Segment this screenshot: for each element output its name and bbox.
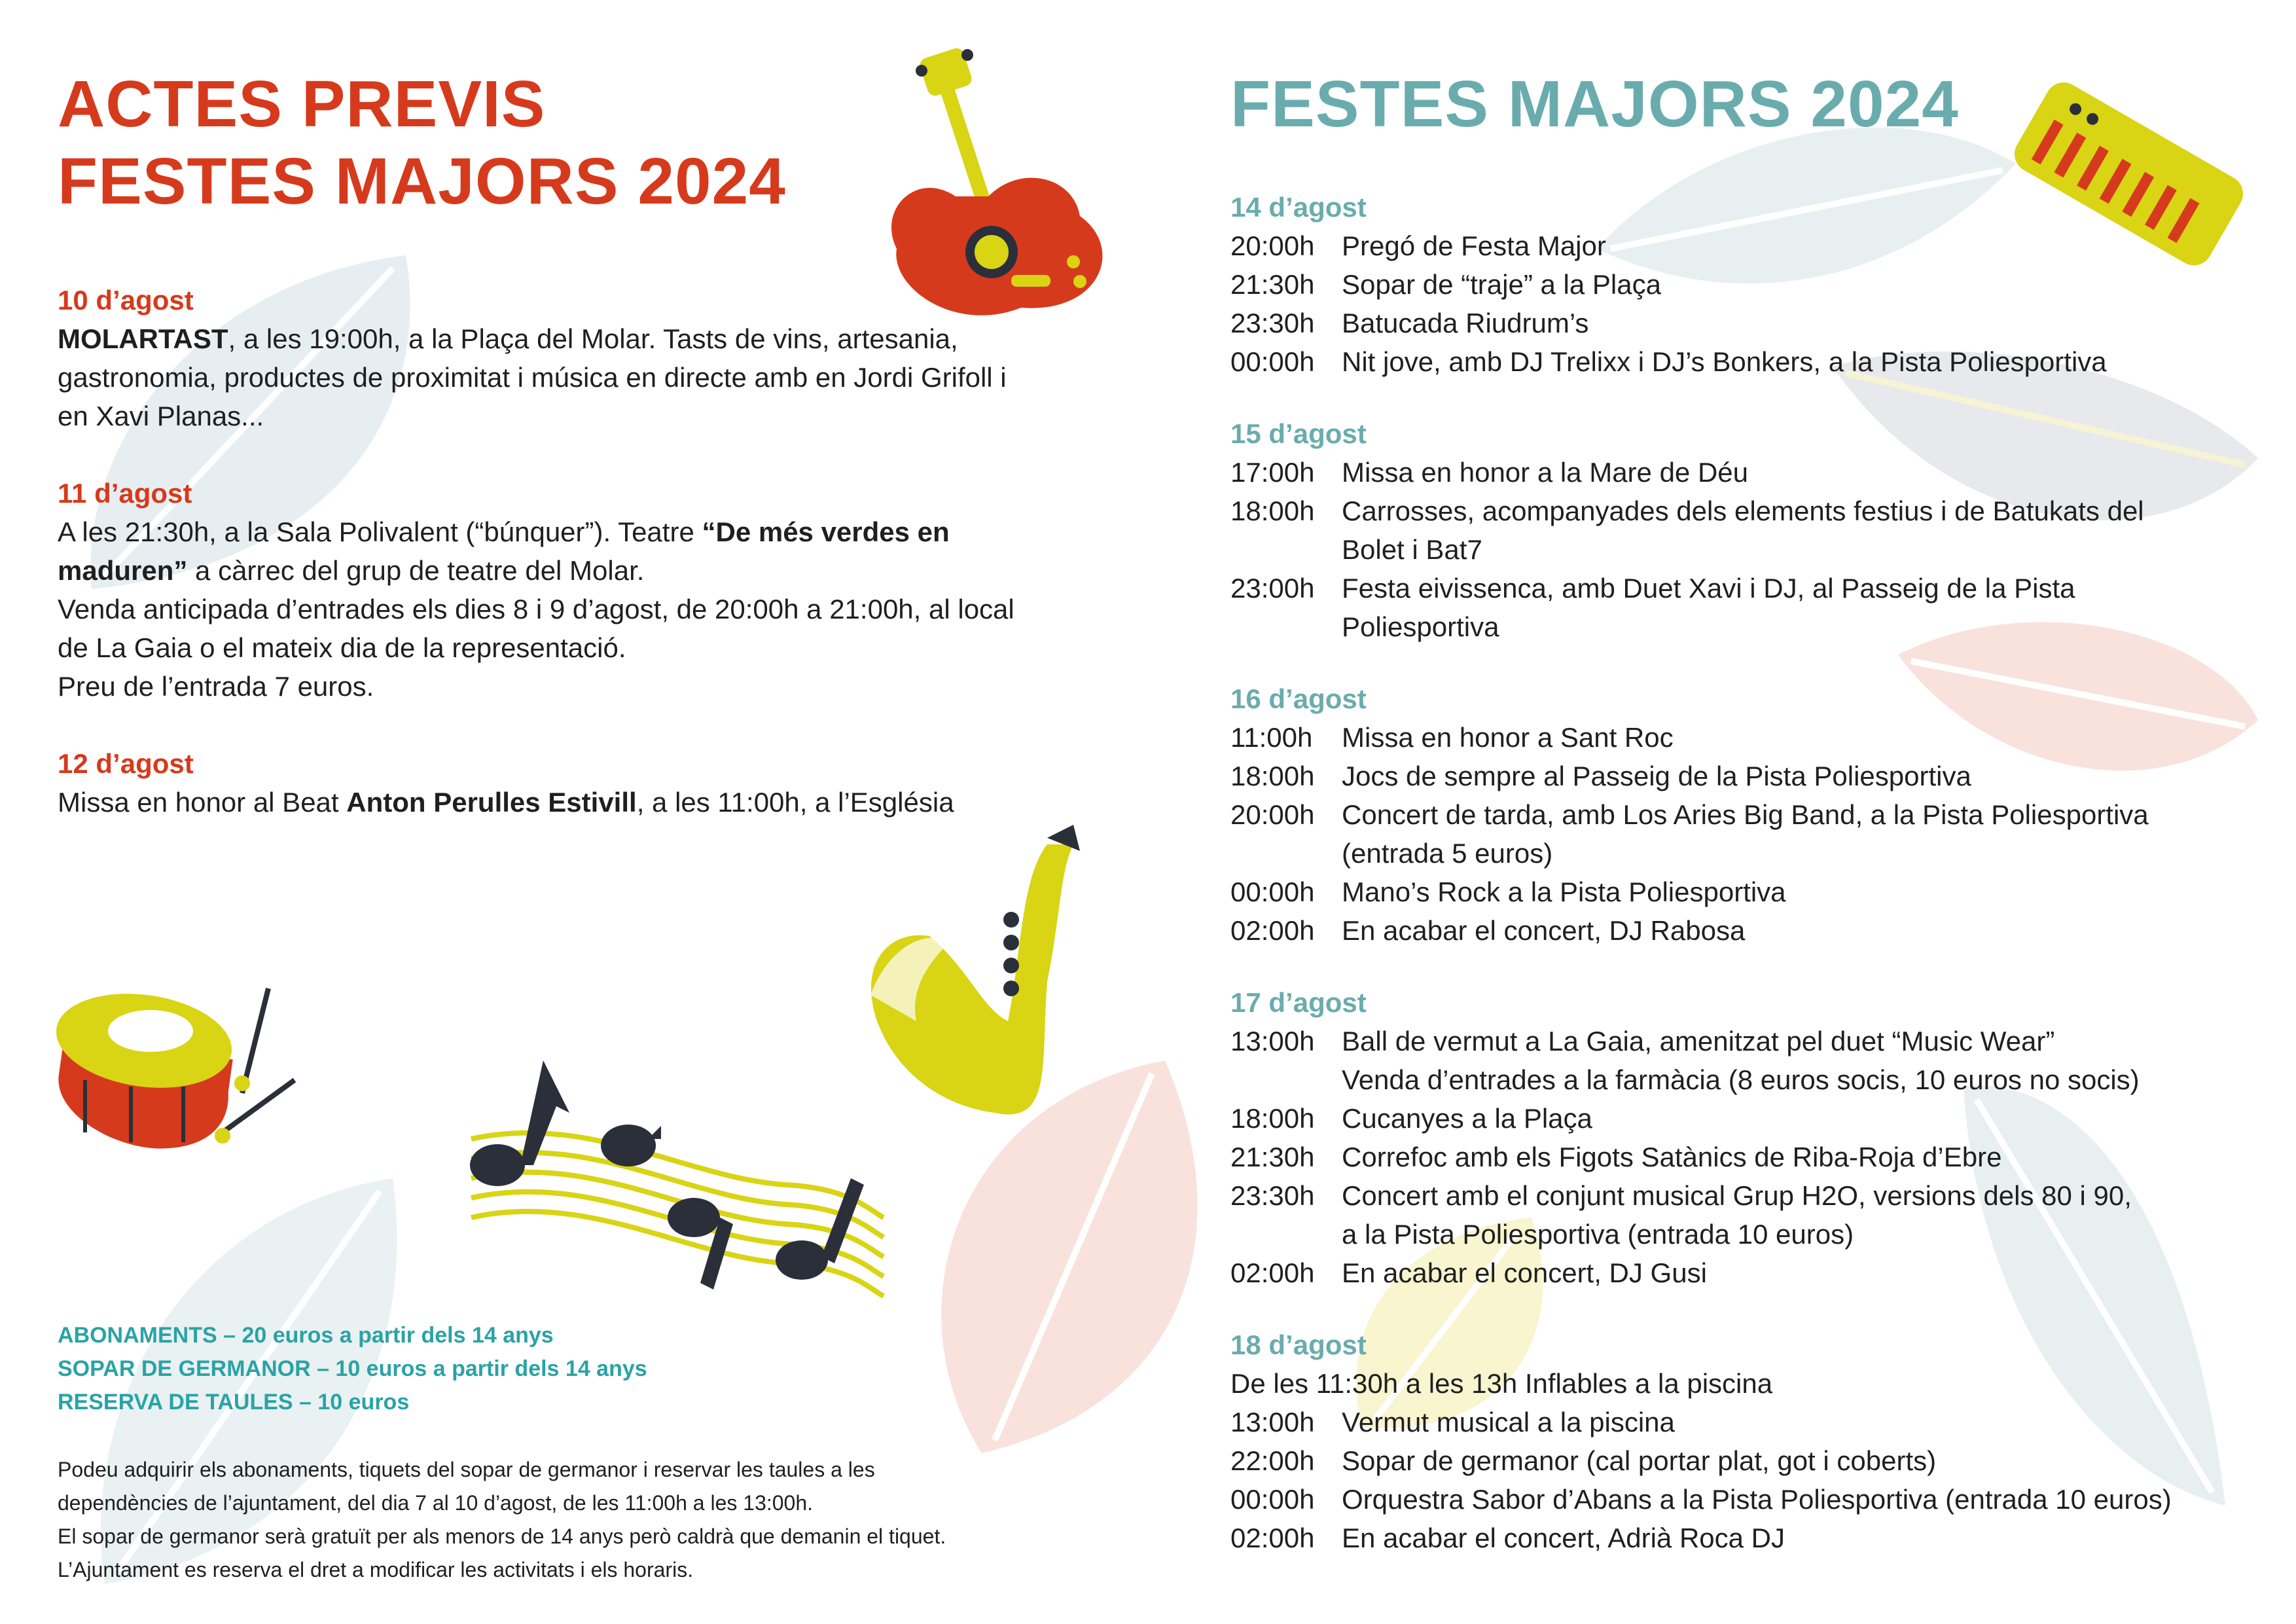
event-text-line xyxy=(58,783,1118,821)
schedule-time: 18:00h xyxy=(1230,496,1315,526)
schedule-row xyxy=(1230,911,2251,950)
schedule-description-line: Missa en honor a Sant Roc xyxy=(1342,722,1674,753)
day-date: 15 d’agost xyxy=(1230,418,1367,449)
schedule-row xyxy=(1230,1480,2251,1519)
schedule-description xyxy=(1342,1403,2251,1441)
event-highlight: maduren” xyxy=(58,555,188,586)
schedule-time: 13:00h xyxy=(1230,1407,1315,1437)
drum-icon xyxy=(50,983,295,1158)
schedule-description-line: Batucada Riudrum’s xyxy=(1342,308,1589,338)
fine-print-line: dependències de l’ajuntament, del dia 7 al 10 d’agost, de les 11:00h a les 13:00h. xyxy=(58,1491,814,1515)
schedule-description-line: Sopar de “traje” a la Plaça xyxy=(1342,269,1661,300)
event-text-line xyxy=(58,358,1118,397)
schedule-time: 00:00h xyxy=(1230,876,1315,907)
schedule-description-line: Sopar de germanor (cal portar plat, got i coberts) xyxy=(1342,1445,1937,1476)
schedule-description-line: Concert de tarda, amb Los Aries Big Band, a la Pista Poliesportiva xyxy=(1342,799,2149,830)
schedule-description xyxy=(1342,1176,2251,1254)
schedule-description-line: Correfoc amb els Figots Satànics de Riba-Roja d’Ebre xyxy=(1342,1142,2002,1172)
saxophone-icon xyxy=(870,825,1080,1115)
event-text-line xyxy=(58,590,1118,628)
day-section xyxy=(1230,680,2251,950)
event-text: en Xavi Planas... xyxy=(58,401,264,431)
fine-print-line: Podeu adquirir els abonaments, tiquets del sopar de germanor i reservar les taules a les xyxy=(58,1458,875,1481)
schedule-description-line: En acabar el concert, Adrià Roca DJ xyxy=(1342,1523,1785,1553)
schedule-description xyxy=(1342,1441,2251,1480)
event-highlight: MOLARTAST xyxy=(58,323,228,354)
schedule-description-line: Bolet i Bat7 xyxy=(1342,534,1482,565)
schedule-description-line: (entrada 5 euros) xyxy=(1342,838,1553,869)
right-panel xyxy=(1230,65,2251,1557)
event-text: Venda anticipada d’entrades els dies 8 i 9 d’agost, de 20:00h a 21:00h, al local xyxy=(58,594,1014,624)
day-date: 14 d’agost xyxy=(1230,192,1367,223)
day-section xyxy=(1230,189,2251,381)
schedule-description-line: En acabar el concert, DJ Rabosa xyxy=(1342,915,1746,946)
fine-print-line: L’Ajuntament es reserva el dret a modificar les activitats i els horaris. xyxy=(58,1558,694,1581)
day-date: 17 d’agost xyxy=(1230,987,1367,1018)
event-text: de La Gaia o el mateix dia de la representació. xyxy=(58,632,626,663)
schedule-time: 02:00h xyxy=(1230,1523,1315,1553)
schedule-time: 11:00h xyxy=(1230,722,1313,753)
event-text: Missa en honor al Beat xyxy=(58,787,347,818)
schedule-description xyxy=(1342,492,2251,569)
schedule-description-line: Concert amb el conjunt musical Grup H2O, versions dels 80 i 90, xyxy=(1342,1180,2132,1211)
event-text-line xyxy=(58,628,1118,667)
schedule-description-line: Ball de vermut a La Gaia, amenitzat pel duet “Music Wear” xyxy=(1342,1026,2055,1056)
schedule-description-line: Carrosses, acompanyades dels elements festius i de Batukats del xyxy=(1342,496,2144,526)
day-intro: De les 11:30h a les 13h Inflables a la piscina xyxy=(1230,1368,1773,1399)
event-highlight: Anton Perulles Estivill xyxy=(346,787,637,818)
leaf-icon xyxy=(941,1060,1197,1453)
schedule-row xyxy=(1230,1254,2251,1292)
schedule-description xyxy=(1342,1480,2251,1519)
schedule-description-line: Venda d’entrades a la farmàcia (8 euros socis, 10 euros no socis) xyxy=(1342,1064,2140,1095)
schedule-time: 13:00h xyxy=(1230,1026,1315,1056)
event-date: 12 d’agost xyxy=(58,748,194,779)
schedule-time: 18:00h xyxy=(1230,761,1315,791)
schedule-description-line: Missa en honor a la Mare de Déu xyxy=(1342,457,1748,488)
schedule-description xyxy=(1342,911,2251,950)
event-text: gastronomia, productes de proximitat i música en directe amb en Jordi Grifoll i xyxy=(58,362,1007,393)
schedule-description xyxy=(1342,873,2251,911)
schedule-time: 23:00h xyxy=(1230,573,1315,604)
schedule-description-line: Poliesportiva xyxy=(1342,611,1499,642)
schedule-time: 02:00h xyxy=(1230,915,1315,946)
fine-print-line: El sopar de germanor serà gratuït per als menors de 14 anys però caldrà que demanin el tiquet. xyxy=(58,1525,946,1548)
schedule-row xyxy=(1230,795,2251,873)
schedule-time: 21:30h xyxy=(1230,269,1315,300)
schedule-row xyxy=(1230,873,2251,911)
schedule-description xyxy=(1342,1022,2251,1099)
event-text: a càrrec del grup de teatre del Molar. xyxy=(187,555,645,586)
schedule-description-line: Nit jove, amb DJ Trelixx i DJ’s Bonkers, a la Pista Poliesportiva xyxy=(1342,346,2107,377)
event-section xyxy=(58,281,1118,435)
event-highlight: “De més verdes en xyxy=(702,516,950,547)
left-panel xyxy=(58,65,1118,821)
event-text-line xyxy=(58,513,1118,551)
note-sopar: SOPAR DE GERMANOR – 10 euros a partir dels 14 anys xyxy=(58,1356,647,1381)
schedule-description-line: Mano’s Rock a la Pista Poliesportiva xyxy=(1342,876,1786,907)
day-section xyxy=(1230,1326,2251,1557)
event-text: , a les 19:00h, a la Plaça del Molar. Tasts de vins, artesania, xyxy=(228,323,958,354)
schedule-description xyxy=(1342,795,2251,873)
schedule-description-line: Festa eivissenca, amb Duet Xavi i DJ, al Passeig de la Pista xyxy=(1342,573,2075,604)
schedule-row xyxy=(1230,1519,2251,1557)
left-title xyxy=(58,65,1118,220)
schedule-row xyxy=(1230,1441,2251,1480)
schedule-row xyxy=(1230,342,2251,381)
schedule-row xyxy=(1230,718,2251,757)
day-section xyxy=(1230,415,2251,646)
schedule-time: 02:00h xyxy=(1230,1257,1315,1288)
note-reserva: RESERVA DE TAULES – 10 euros xyxy=(58,1390,410,1415)
schedule-description xyxy=(1342,1519,2251,1557)
event-section xyxy=(58,745,1118,821)
schedule-row xyxy=(1230,492,2251,569)
schedule-time: 21:30h xyxy=(1230,1142,1315,1172)
schedule-description-line: a la Pista Poliesportiva (entrada 10 euros) xyxy=(1342,1219,1854,1250)
schedule-description xyxy=(1342,569,2251,646)
schedule-row xyxy=(1230,1022,2251,1099)
event-date: 11 d’agost xyxy=(58,478,192,509)
schedule-time: 18:00h xyxy=(1230,1103,1315,1134)
event-text-line xyxy=(58,551,1118,590)
price-notes xyxy=(58,1319,647,1419)
note-abonaments: ABONAMENTS – 20 euros a partir dels 14 anys xyxy=(58,1323,554,1348)
schedule-description-line: Cucanyes a la Plaça xyxy=(1342,1103,1592,1134)
event-date: 10 d’agost xyxy=(58,285,194,316)
day-date: 16 d’agost xyxy=(1230,683,1367,714)
schedule-row xyxy=(1230,1099,2251,1138)
schedule-time: 00:00h xyxy=(1230,1484,1315,1515)
schedule-row xyxy=(1230,226,2251,265)
schedule-row xyxy=(1230,1403,2251,1441)
schedule-description xyxy=(1342,1138,2251,1176)
schedule-row xyxy=(1230,453,2251,492)
schedule-description xyxy=(1342,757,2251,795)
schedule-description-line: Vermut musical a la piscina xyxy=(1342,1407,1675,1437)
schedule-description xyxy=(1342,1099,2251,1138)
left-title-line1: ACTES PREVIS xyxy=(58,67,546,141)
event-text: Preu de l’entrada 7 euros. xyxy=(58,671,374,702)
schedule-description xyxy=(1342,718,2251,757)
schedule-time: 17:00h xyxy=(1230,457,1315,488)
left-title-line2: FESTES MAJORS 2024 xyxy=(58,145,786,218)
schedule-time: 23:30h xyxy=(1230,1180,1315,1211)
schedule-description xyxy=(1342,226,2251,265)
schedule-description-line: Jocs de sempre al Passeig de la Pista Poliesportiva xyxy=(1342,761,1971,791)
schedule-description xyxy=(1342,265,2251,304)
schedule-row xyxy=(1230,304,2251,342)
event-text-line xyxy=(58,667,1118,706)
event-text: , a les 11:00h, a l’Església xyxy=(636,787,954,818)
schedule-description xyxy=(1342,453,2251,492)
music-notes-icon xyxy=(470,1060,884,1296)
schedule-description xyxy=(1342,342,2251,381)
schedule-time: 23:30h xyxy=(1230,308,1315,338)
schedule-row xyxy=(1230,569,2251,646)
schedule-description-line: Pregó de Festa Major xyxy=(1342,230,1606,261)
right-title: FESTES MAJORS 2024 xyxy=(1230,67,1959,141)
program-days xyxy=(1230,189,2251,1557)
day-section xyxy=(1230,984,2251,1292)
schedule-time: 22:00h xyxy=(1230,1445,1315,1476)
left-sections xyxy=(58,281,1118,821)
schedule-row xyxy=(1230,757,2251,795)
schedule-row xyxy=(1230,1138,2251,1176)
event-text-line xyxy=(58,319,1118,358)
event-text: A les 21:30h, a la Sala Polivalent (“búnquer”). Teatre xyxy=(58,516,702,547)
schedule-time: 20:00h xyxy=(1230,230,1315,261)
schedule-row xyxy=(1230,265,2251,304)
schedule-row xyxy=(1230,1176,2251,1254)
schedule-time: 00:00h xyxy=(1230,346,1315,377)
event-text-line xyxy=(58,397,1118,435)
event-section xyxy=(58,475,1118,706)
day-date: 18 d’agost xyxy=(1230,1329,1367,1360)
schedule-description xyxy=(1342,304,2251,342)
schedule-description-line: En acabar el concert, DJ Gusi xyxy=(1342,1257,1707,1288)
schedule-description-line: Orquestra Sabor d’Abans a la Pista Poliesportiva (entrada 10 euros) xyxy=(1342,1484,2172,1515)
schedule-time: 20:00h xyxy=(1230,799,1315,830)
fine-print xyxy=(58,1453,1118,1587)
schedule-description xyxy=(1342,1254,2251,1292)
